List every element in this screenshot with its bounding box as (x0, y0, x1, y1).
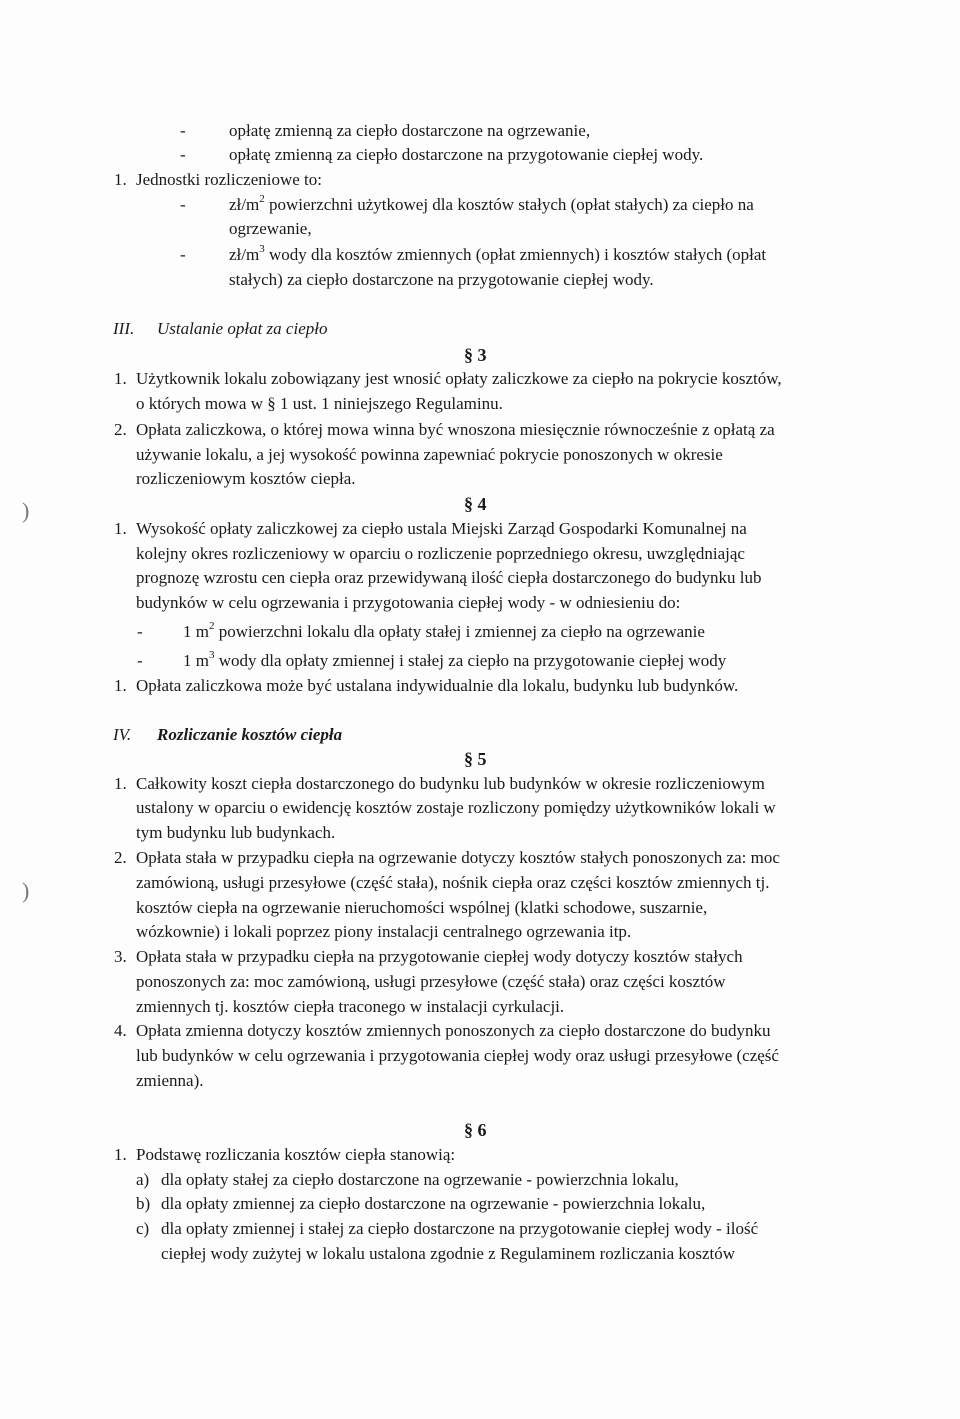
text-line: dla opłaty zmiennej za ciepło dostarczone na ogrzewanie - powierzchnia lokalu, (161, 1194, 706, 1213)
text-line: Opłata stała w przypadku ciepła na ogrzewanie dotyczy kosztów stałych ponoszonych za: moc (136, 848, 780, 867)
text-line: Całkowity koszt ciepła dostarczonego do budynku lub budynków w okresie rozliczeniowym (136, 774, 765, 793)
text-line: zmienna). (136, 1071, 204, 1090)
text-line: Opłata zaliczkowa może być ustalana indywidualnie dla lokalu, budynku lub budynków. (136, 676, 739, 695)
chapter-title: Rozliczanie kosztów ciepła (157, 725, 343, 744)
text-line: 1 $m^2$ powierzchni lokalu dla opłaty stałej i zmiennej za ciepło na ogrzewanie (183, 620, 705, 641)
text-line: Podstawę rozliczania kosztów ciepła stanowią: (136, 1145, 456, 1164)
dash: - (180, 245, 186, 264)
section-heading: § 5 (464, 749, 487, 769)
item-number: 1. (114, 676, 127, 695)
list-letter: a) (136, 1170, 150, 1189)
text-line: ustalony w oparciu o ewidencję kosztów zostaje rozliczony pomiędzy użytkowników lokali w (136, 798, 776, 817)
text-line: ponoszonych za: moc zamówioną, usługi przesyłowe (część stała) oraz części kosztów (136, 972, 726, 991)
item-number: 1. (114, 1145, 127, 1164)
dash: - (137, 651, 143, 670)
list-letter: c) (136, 1219, 150, 1238)
text-line: Opłata zaliczkowa, o której mowa winna być wnoszona miesięcznie równocześnie z opłatą za (136, 420, 775, 439)
text-line: zamówioną, usługi przesyłowe (część stała), nośnik ciepła oraz części kosztów zmiennych tj. (136, 873, 770, 892)
text-line: Wysokość opłaty zaliczkowej za ciepło ustala Miejski Zarząd Gospodarki Komunalnej na (136, 519, 747, 538)
item-number: 1. (114, 519, 127, 538)
item-number: 4. (114, 1021, 127, 1040)
item-number: 2. (114, 848, 127, 867)
dash: - (137, 622, 143, 641)
section-heading: § 6 (464, 1120, 487, 1140)
item-number: 2. (114, 420, 127, 439)
text-line: stałych) za ciepło dostarczone na przygotowanie ciepłej wody. (229, 270, 654, 289)
text-line: prognozę wzrostu cen ciepła oraz przewidywaną ilość ciepła dostarczonego do budynku lub (136, 568, 762, 587)
item-number: 1. (114, 170, 127, 189)
text-line: kolejny okres rozliczeniowy w oparciu o rozliczenie poprzedniego okresu, uwzględniając (136, 544, 745, 563)
margin-mark: ) (22, 498, 30, 523)
text-line: opłatę zmienną za ciepło dostarczone na ogrzewanie, (229, 121, 591, 140)
section-heading: § 4 (464, 494, 487, 514)
section-heading: § 3 (464, 345, 487, 365)
text-line: ciepłej wody zużytej w lokalu ustalona zgodnie z Regulaminem rozliczania kosztów (161, 1244, 736, 1263)
chapter-number: III. (113, 319, 135, 338)
text-line: dla opłaty zmiennej i stałej za ciepło dostarczone na przygotowanie ciepłej wody - ilość (161, 1219, 759, 1238)
text-line: wózkownie) i lokali poprzez piony instalacji centralnego ogrzewania itp. (136, 922, 632, 941)
text-line: Użytkownik lokalu zobowiązany jest wnosić opłaty zaliczkowe za ciepło na pokrycie kosztów, (136, 369, 782, 388)
text-line: opłatę zmienną za ciepło dostarczone na przygotowanie ciepłej wody. (229, 145, 704, 164)
text-line: lub budynków w celu ogrzewania i przygotowania ciepłej wody oraz usługi przesyłowe (część (136, 1046, 779, 1065)
text-line: $zł/m^2$ powierzchni użytkowej dla kosztów stałych (opłat stałych) za ciepło na (229, 193, 754, 214)
text-line: tym budynku lub budynkach. (136, 823, 336, 842)
chapter-number: IV. (113, 725, 132, 744)
item-number: 1. (114, 774, 127, 793)
text-line: Opłata stała w przypadku ciepła na przygotowanie ciepłej wody dotyczy kosztów stałych (136, 947, 743, 966)
text-line: rozliczeniowym kosztów ciepła. (136, 469, 356, 488)
text-line: używanie lokalu, a jej wysokość powinna zapewniać pokrycie ponoszonych w okresie (136, 445, 723, 464)
text-line: zmiennych tj. kosztów ciepła traconego w instalacji cyrkulacji. (136, 997, 565, 1016)
margin-mark: ) (22, 878, 30, 903)
text-line: $zł/m^3$ wody dla kosztów zmiennych (opłat zmiennych) i kosztów stałych (opłat (229, 243, 767, 264)
dash: - (180, 121, 186, 140)
text-line: kosztów ciepła na ogrzewanie nieruchomości wspólnej (klatki schodowe, suszarnie, (136, 898, 708, 917)
text-line: ogrzewanie, (229, 219, 312, 238)
text-line: Jednostki rozliczeniowe to: (136, 170, 323, 189)
dash: - (180, 195, 186, 214)
text-line: o których mowa w § 1 ust. 1 niniejszego Regulaminu. (136, 394, 503, 413)
item-number: 1. (114, 369, 127, 388)
chapter-title: Ustalanie opłat za ciepło (157, 319, 328, 338)
item-number: 3. (114, 947, 127, 966)
text-line: Opłata zmienna dotyczy kosztów zmiennych ponoszonych za ciepło dostarczone do budynku (136, 1021, 771, 1040)
text-line: budynków w celu ogrzewania i przygotowania ciepłej wody - w odniesieniu do: (136, 593, 681, 612)
list-letter: b) (136, 1194, 151, 1213)
text-line: dla opłaty stałej za ciepło dostarczone na ogrzewanie - powierzchnia lokalu, (161, 1170, 679, 1189)
text-line: 1 $m^3$ wody dla opłaty zmiennej i stałej za ciepło na przygotowanie ciepłej wody (183, 649, 727, 670)
dash: - (180, 145, 186, 164)
